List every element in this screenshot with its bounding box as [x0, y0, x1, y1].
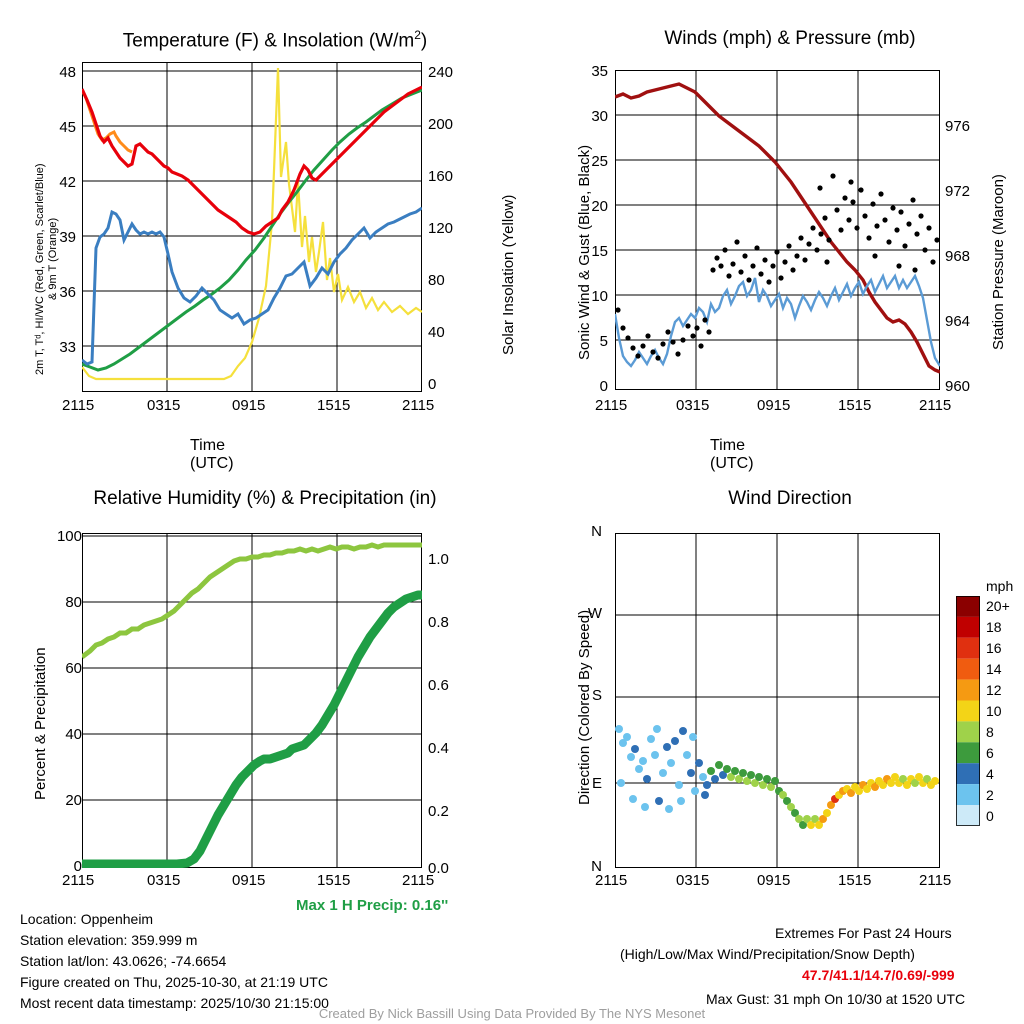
wind-rytick-964: 964	[945, 313, 971, 330]
temp-ytick-48: 48	[59, 64, 76, 81]
rh-rytick-08: 0.8	[428, 614, 449, 631]
legend-label-4: 4	[986, 766, 994, 782]
legend-label-18: 18	[986, 619, 1002, 635]
wind-xtick-4: 1515	[838, 397, 872, 414]
winds-ylabel-right	[990, 174, 1007, 350]
humidity-plot	[82, 533, 422, 868]
temp-xtick-2: 0315	[147, 397, 181, 414]
rh-ytick-100: 100	[56, 528, 82, 545]
temp-ytick-39: 39	[59, 229, 76, 246]
temperature-xlabel: Time (UTC)	[190, 437, 234, 472]
temperature-ylabel-right-text: Solar Insolation (Yellow)	[500, 194, 517, 355]
temp-xtick-5: 2115	[402, 397, 435, 414]
rh-xtick-3: 0915	[232, 872, 266, 889]
footer-elevation: Station elevation: 359.999 m	[20, 932, 198, 948]
temp-ytick-36: 36	[59, 284, 76, 301]
dir-xtick-5: 2115	[919, 872, 952, 889]
rh-xtick-4: 1515	[317, 872, 351, 889]
temp-ytick-42: 42	[59, 174, 76, 191]
humidity-ylabel-left	[32, 647, 49, 800]
wind-ytick-25: 25	[591, 153, 608, 170]
rh-ytick-60: 60	[65, 660, 82, 677]
temperature-ylabel-right	[500, 195, 517, 355]
temperature-plot	[82, 62, 422, 392]
legend-label-8: 8	[986, 724, 994, 740]
temp-ytick-33: 33	[59, 339, 76, 356]
temp-rytick-120: 120	[428, 220, 454, 237]
wind-ytick-20: 20	[591, 198, 608, 215]
temp-rytick-160: 160	[428, 168, 454, 185]
temp-xtick-3: 0915	[232, 397, 266, 414]
dir-ytick-n-bot: N	[591, 858, 602, 875]
footer-extremes-values: 47.7/41.1/14.7/0.69/-999	[802, 967, 955, 983]
wind-ytick-15: 15	[591, 243, 608, 260]
dir-xtick-1: 2115	[595, 872, 628, 889]
temp-xtick-4: 1515	[317, 397, 351, 414]
wind-xtick-2: 0315	[676, 397, 710, 414]
rh-xtick-2: 0315	[147, 872, 181, 889]
footer-extremes-sub: (High/Low/Max Wind/Precipitation/Snow Depth)	[620, 946, 915, 962]
legend-label-16: 16	[986, 640, 1002, 656]
direction-ylabel-left-text: Direction (Colored By Speed)	[576, 609, 593, 805]
wind-xtick-3: 0915	[757, 397, 791, 414]
legend-title: mph	[986, 578, 1014, 594]
wind-xtick-1: 2115	[595, 397, 628, 414]
legend-label-6: 6	[986, 745, 994, 761]
legend-colorbar	[956, 596, 982, 826]
temp-rytick-80: 80	[428, 272, 445, 289]
temperature-title-tail: )	[420, 30, 428, 52]
wind-rytick-972: 972	[945, 183, 971, 200]
dir-ytick-e: E	[591, 775, 602, 792]
rh-xtick-1: 2115	[62, 872, 95, 889]
dir-xtick-2: 0315	[676, 872, 710, 889]
dir-xtick-3: 0915	[757, 872, 791, 889]
precip-note: Max 1 H Precip: 0.16''	[296, 897, 449, 914]
wind-ytick-5: 5	[599, 333, 608, 350]
dir-xtick-4: 1515	[838, 872, 872, 889]
rh-ytick-0: 0	[73, 858, 82, 875]
footer-latlon: Station lat/lon: 43.0626; -74.6654	[20, 953, 227, 969]
temp-rytick-240: 240	[428, 64, 454, 81]
temperature-title-text: Temperature (F) & Insolation (W/m	[122, 30, 415, 52]
rh-ytick-20: 20	[65, 792, 82, 809]
legend-label-0: 0	[986, 808, 994, 824]
wind-ytick-35: 35	[591, 63, 608, 80]
dir-ytick-n-top: N	[591, 523, 602, 540]
footer-created: Figure created on Thu, 2025-10-30, at 21:19 UTC	[20, 974, 328, 990]
rh-rytick-00: 0.0	[428, 860, 449, 877]
temp-rytick-40: 40	[428, 324, 445, 341]
legend-label-10: 10	[986, 703, 1002, 719]
footer-credit: Created By Nick Bassill Using Data Provided By The NYS Mesonet	[318, 1006, 706, 1021]
wind-ytick-0: 0	[599, 378, 608, 395]
winds-ylabel-right-text: Station Pressure (Maroon)	[990, 174, 1007, 350]
temperature-title-sup: 2	[414, 28, 421, 42]
wind-direction-panel-title: Wind Direction	[728, 488, 852, 509]
wind-rytick-960: 960	[945, 378, 971, 395]
temperature-ylabel-left	[34, 163, 46, 375]
dir-ytick-w: W	[587, 605, 602, 622]
wind-rytick-976: 976	[945, 118, 971, 135]
wind-xtick-5: 2115	[919, 397, 952, 414]
legend-label-14: 14	[986, 661, 1002, 677]
humidity-panel-title: Relative Humidity (%) & Precipitation (in)	[93, 488, 437, 509]
dir-ytick-s: S	[591, 687, 602, 704]
wind-ytick-10: 10	[591, 288, 608, 305]
legend-label-20plus: 20+	[986, 598, 1010, 614]
footer-recent: Most recent data timestamp: 2025/10/30 21:15:00	[20, 995, 329, 1011]
rh-ytick-80: 80	[65, 594, 82, 611]
rh-rytick-04: 0.4	[428, 740, 449, 757]
footer-location: Location: Oppenheim	[20, 911, 154, 927]
temperature-panel-title	[60, 28, 490, 52]
temperature-ylabel-left2-text: & 9m T (Orange)	[47, 217, 59, 300]
rh-rytick-02: 0.2	[428, 803, 449, 820]
temp-rytick-200: 200	[428, 116, 454, 133]
rh-rytick-10: 1.0	[428, 551, 449, 568]
temp-xtick-1: 2115	[62, 397, 95, 414]
rh-rytick-06: 0.6	[428, 677, 449, 694]
winds-xlabel: Time (UTC)	[710, 437, 754, 472]
footer-extremes-title: Extremes For Past 24 Hours	[775, 925, 952, 941]
temperature-ylabel-left-text: 2m T, Tᵈ, HI/WC (Red, Green, Scarlet/Blue)	[34, 163, 46, 375]
temp-ytick-45: 45	[59, 119, 76, 136]
wind-rytick-968: 968	[945, 248, 971, 265]
wind-ytick-30: 30	[591, 108, 608, 125]
winds-panel-title: Winds (mph) & Pressure (mb)	[664, 28, 916, 49]
footer-max-gust: Max Gust: 31 mph On 10/30 at 1520 UTC	[706, 991, 966, 1007]
winds-ylabel-left-text: Sonic Wind & Gust (Blue, Black)	[576, 144, 593, 360]
legend-label-12: 12	[986, 682, 1002, 698]
legend-label-2: 2	[986, 787, 994, 803]
rh-ytick-40: 40	[65, 726, 82, 743]
humidity-ylabel-left-text: Percent & Precipitation	[32, 647, 49, 800]
temp-rytick-0: 0	[428, 376, 437, 393]
winds-plot	[615, 70, 940, 390]
wind-direction-plot	[615, 533, 940, 868]
rh-xtick-5: 2115	[402, 872, 435, 889]
